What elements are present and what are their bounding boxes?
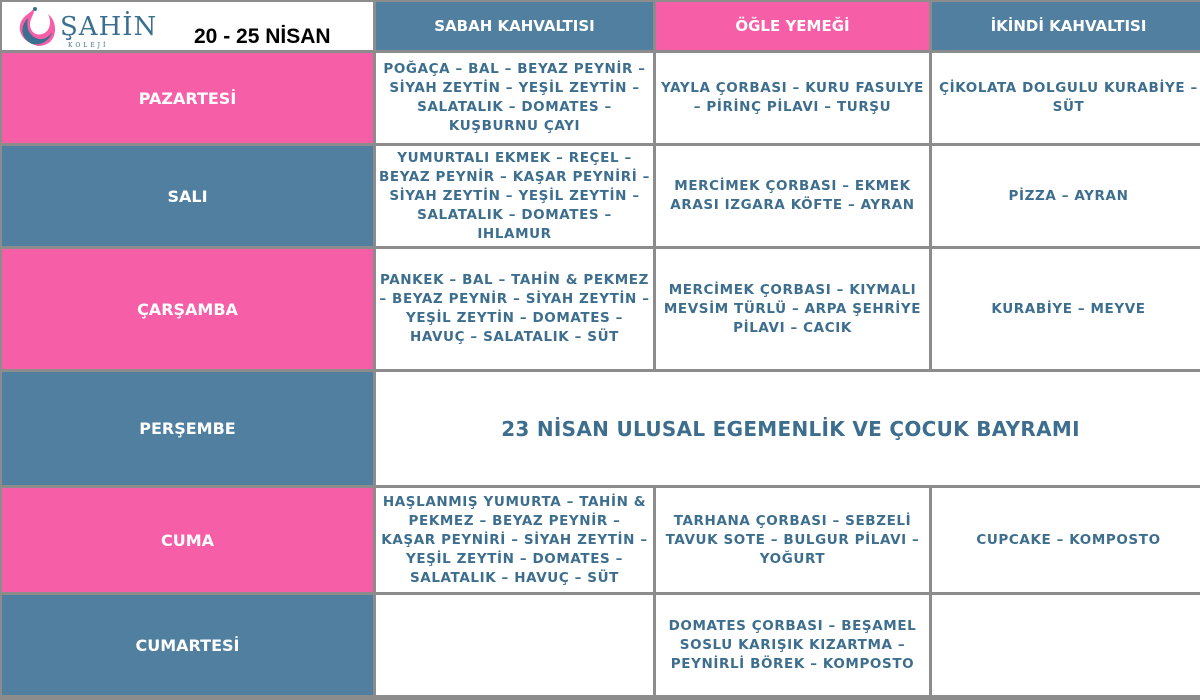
day-wednesday: ÇARŞAMBA: [2, 249, 373, 369]
friday-snack: CUPCAKE – KOMPOSTO: [932, 488, 1200, 592]
logo-cell: [2, 2, 373, 50]
day-tuesday: SALI: [2, 146, 373, 246]
day-thursday: PERŞEMBE: [2, 372, 373, 485]
tuesday-snack: PİZZA – AYRAN: [932, 146, 1200, 246]
saturday-snack: [932, 595, 1200, 695]
header-breakfast: SABAH KAHVALTISI: [376, 2, 653, 50]
logo-subtitle: KOLEJİ: [68, 42, 109, 49]
day-friday: CUMA: [2, 488, 373, 592]
saturday-lunch: DOMATES ÇORBASI – BEŞAMEL SOSLU KARIŞIK KIZARTMA – PEYNİRLİ BÖREK – KOMPOSTO: [656, 595, 929, 695]
header-lunch: ÖĞLE YEMEĞİ: [656, 2, 929, 50]
wednesday-breakfast: PANKEK – BAL – TAHİN & PEKMEZ – BEYAZ PEYNİR – SİYAH ZEYTİN – YEŞİL ZEYTİN – DOMATES – HAVUÇ – SALATALIK – SÜT: [376, 249, 653, 369]
wednesday-lunch: MERCİMEK ÇORBASI – KIYMALI MEVSİM TÜRLÜ – ARPA ŞEHRİYE PİLAVI – CACIK: [656, 249, 929, 369]
day-saturday: CUMARTESİ: [2, 595, 373, 695]
logo-brand: ŞAHİN: [60, 12, 158, 42]
thursday-holiday: 23 NİSAN ULUSAL EGEMENLİK VE ÇOCUK BAYRAMI: [376, 372, 1200, 485]
tuesday-breakfast: YUMURTALI EKMEK – REÇEL – BEYAZ PEYNİR – KAŞAR PEYNİRİ – SİYAH ZEYTİN – YEŞİL ZEYTİN – SALATALIK – DOMATES – IHLAMUR: [376, 146, 653, 246]
monday-snack: ÇİKOLATA DOLGULU KURABİYE – SÜT: [932, 53, 1200, 143]
week-label: 20 - 25 NİSAN: [194, 25, 331, 48]
monday-lunch: YAYLA ÇORBASI – KURU FASULYE – PİRİNÇ PİLAVI – TURŞU: [656, 53, 929, 143]
wednesday-snack: KURABİYE – MEYVE: [932, 249, 1200, 369]
monday-breakfast: POĞAÇA – BAL – BEYAZ PEYNİR – SİYAH ZEYTİN – YEŞİL ZEYTİN – SALATALIK – DOMATES – KUŞBURNU ÇAYI: [376, 53, 653, 143]
saturday-breakfast: [376, 595, 653, 695]
header-snack: İKİNDİ KAHVALTISI: [932, 2, 1200, 50]
friday-breakfast: HAŞLANMIŞ YUMURTA – TAHİN & PEKMEZ – BEYAZ PEYNİR – KAŞAR PEYNİRİ – SİYAH ZEYTİN – YEŞİL ZEYTİN – DOMATES – SALATALIK – HAVUÇ – SÜT: [376, 488, 653, 592]
friday-lunch: TARHANA ÇORBASI – SEBZELİ TAVUK SOTE – BULGUR PİLAVI – YOĞURT: [656, 488, 929, 592]
day-monday: PAZARTESİ: [2, 53, 373, 143]
tuesday-lunch: MERCİMEK ÇORBASI – EKMEK ARASI IZGARA KÖFTE – AYRAN: [656, 146, 929, 246]
